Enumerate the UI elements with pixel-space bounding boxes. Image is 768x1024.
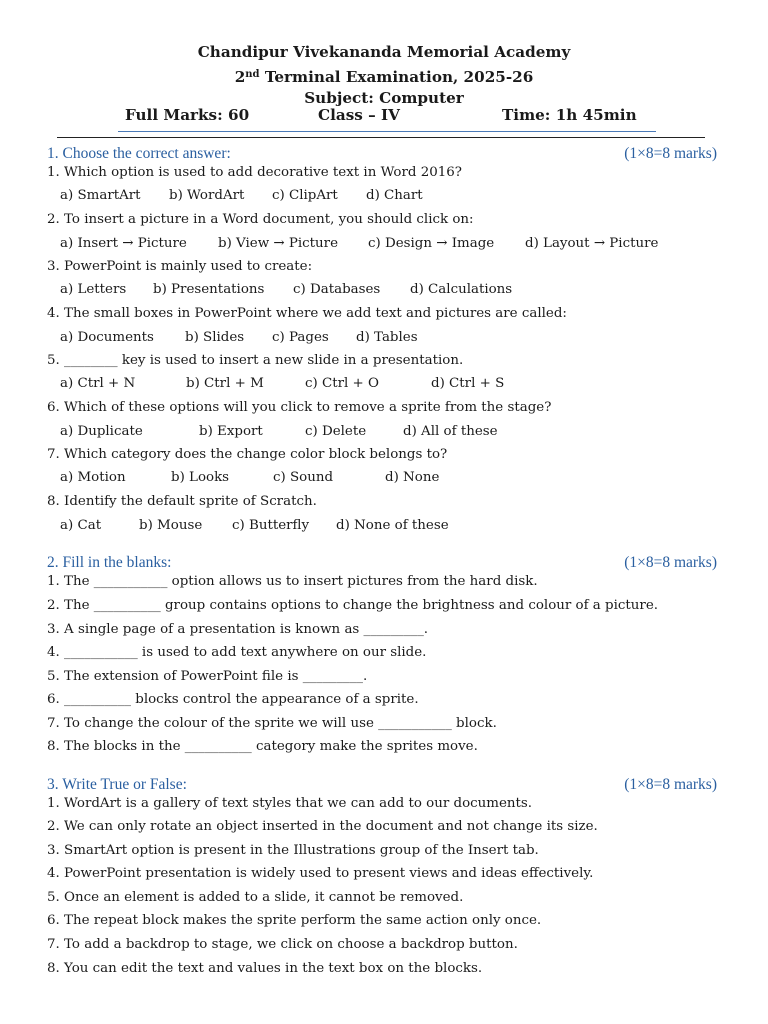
true-false-item: 6. The repeat block makes the sprite perform the same action only once. [47,913,542,928]
mcq-question: 8. Identify the default sprite of Scratch. [47,494,317,509]
mcq-option: d) Ctrl + S [431,376,505,391]
mcq-question: 5. ________ key is used to insert a new slide in a presentation. [47,353,464,368]
blank-item: 5. The extension of PowerPoint file is _________. [47,669,368,684]
mcq-option: c) Pages [272,330,329,345]
section-title: 1. Choose the correct answer: [47,145,231,162]
mcq-option: d) All of these [403,424,498,439]
section-marks: (1×8=8 marks) [624,145,717,162]
mcq-question: 1. Which option is used to add decorative text in Word 2016? [47,165,462,180]
mcq-question: 3. PowerPoint is mainly used to create: [47,259,313,274]
mcq-option: a) Letters [60,282,127,297]
header-blue-rule [118,131,656,132]
mcq-option: a) Motion [60,470,126,485]
blank-item: 7. To change the colour of the sprite we will use ___________ block. [47,716,497,731]
mcq-option: b) WordArt [169,188,245,203]
blank-item: 6. __________ blocks control the appearance of a sprite. [47,692,419,707]
true-false-item: 3. SmartArt option is present in the Illustrations group of the Insert tab. [47,843,539,858]
mcq-option: c) Design → Image [368,236,495,251]
section-marks: (1×8=8 marks) [624,554,717,571]
section-3-heading [47,776,717,796]
exam-header [0,42,768,110]
mcq-option: d) Layout → Picture [525,236,659,251]
mcq-option: b) Mouse [139,518,203,533]
true-false-item: 2. We can only rotate an object inserted in the document and not change its size. [47,819,598,834]
header-divider [57,137,705,138]
mcq-option: b) View → Picture [218,236,339,251]
mcq-option: b) Looks [171,470,230,485]
mcq-option: a) Insert → Picture [60,236,187,251]
exam-title: 2nd Terminal Examination, 2025-26 [234,67,534,86]
blank-item: 8. The blocks in the __________ category make the sprites move. [47,739,478,754]
class-label: Class – IV [318,106,400,124]
mcq-question: 6. Which of these options will you click to remove a sprite from the stage? [47,400,552,415]
mcq-option: b) Presentations [153,282,265,297]
time-label: Time: 1h 45min [502,106,637,124]
blank-item: 1. The ___________ option allows us to insert pictures from the hard disk. [47,574,538,589]
mcq-option: a) SmartArt [60,188,141,203]
blank-item: 2. The __________ group contains options to change the brightness and colour of a picture. [47,598,658,613]
mcq-question: 2. To insert a picture in a Word document, you should click on: [47,212,474,227]
mcq-option: c) Sound [273,470,334,485]
mcq-option: c) Ctrl + O [305,376,380,391]
section-2-heading [47,554,717,574]
mcq-option: a) Duplicate [60,424,143,439]
true-false-item: 8. You can edit the text and values in the text box on the blocks. [47,961,483,976]
mcq-question: 7. Which category does the change color block belongs to? [47,447,448,462]
mcq-option: a) Ctrl + N [60,376,136,391]
mcq-question: 4. The small boxes in PowerPoint where we add text and pictures are called: [47,306,567,321]
mcq-option: b) Export [199,424,263,439]
mcq-option: a) Documents [60,330,154,345]
mcq-option: c) Databases [293,282,381,297]
true-false-item: 4. PowerPoint presentation is widely used to present views and ideas effectively. [47,866,594,881]
section-title: 2. Fill in the blanks: [47,554,172,571]
mcq-option: a) Cat [60,518,102,533]
mcq-option: d) Calculations [410,282,513,297]
mcq-option: b) Slides [185,330,245,345]
marks-class-time-row [0,106,768,128]
mcq-option: d) None [385,470,440,485]
section-marks: (1×8=8 marks) [624,776,717,793]
mcq-option: d) Chart [366,188,423,203]
mcq-option: c) Delete [305,424,367,439]
section-title: 3. Write True or False: [47,776,187,793]
mcq-option: c) Butterfly [232,518,310,533]
mcq-option: b) Ctrl + M [186,376,264,391]
section-1-heading [47,145,717,165]
mcq-option: d) Tables [356,330,418,345]
school-name: Chandipur Vivekananda Memorial Academy [197,43,571,61]
blank-item: 3. A single page of a presentation is known as _________. [47,622,429,637]
mcq-option: c) ClipArt [272,188,338,203]
true-false-item: 1. WordArt is a gallery of text styles that we can add to our documents. [47,796,533,811]
blank-item: 4. ___________ is used to add text anywhere on our slide. [47,645,427,660]
full-marks: Full Marks: 60 [125,106,250,124]
mcq-option: d) None of these [336,518,449,533]
subject-line: Subject: Computer [304,89,464,107]
true-false-item: 5. Once an element is added to a slide, it cannot be removed. [47,890,464,905]
true-false-item: 7. To add a backdrop to stage, we click on choose a backdrop button. [47,937,518,952]
